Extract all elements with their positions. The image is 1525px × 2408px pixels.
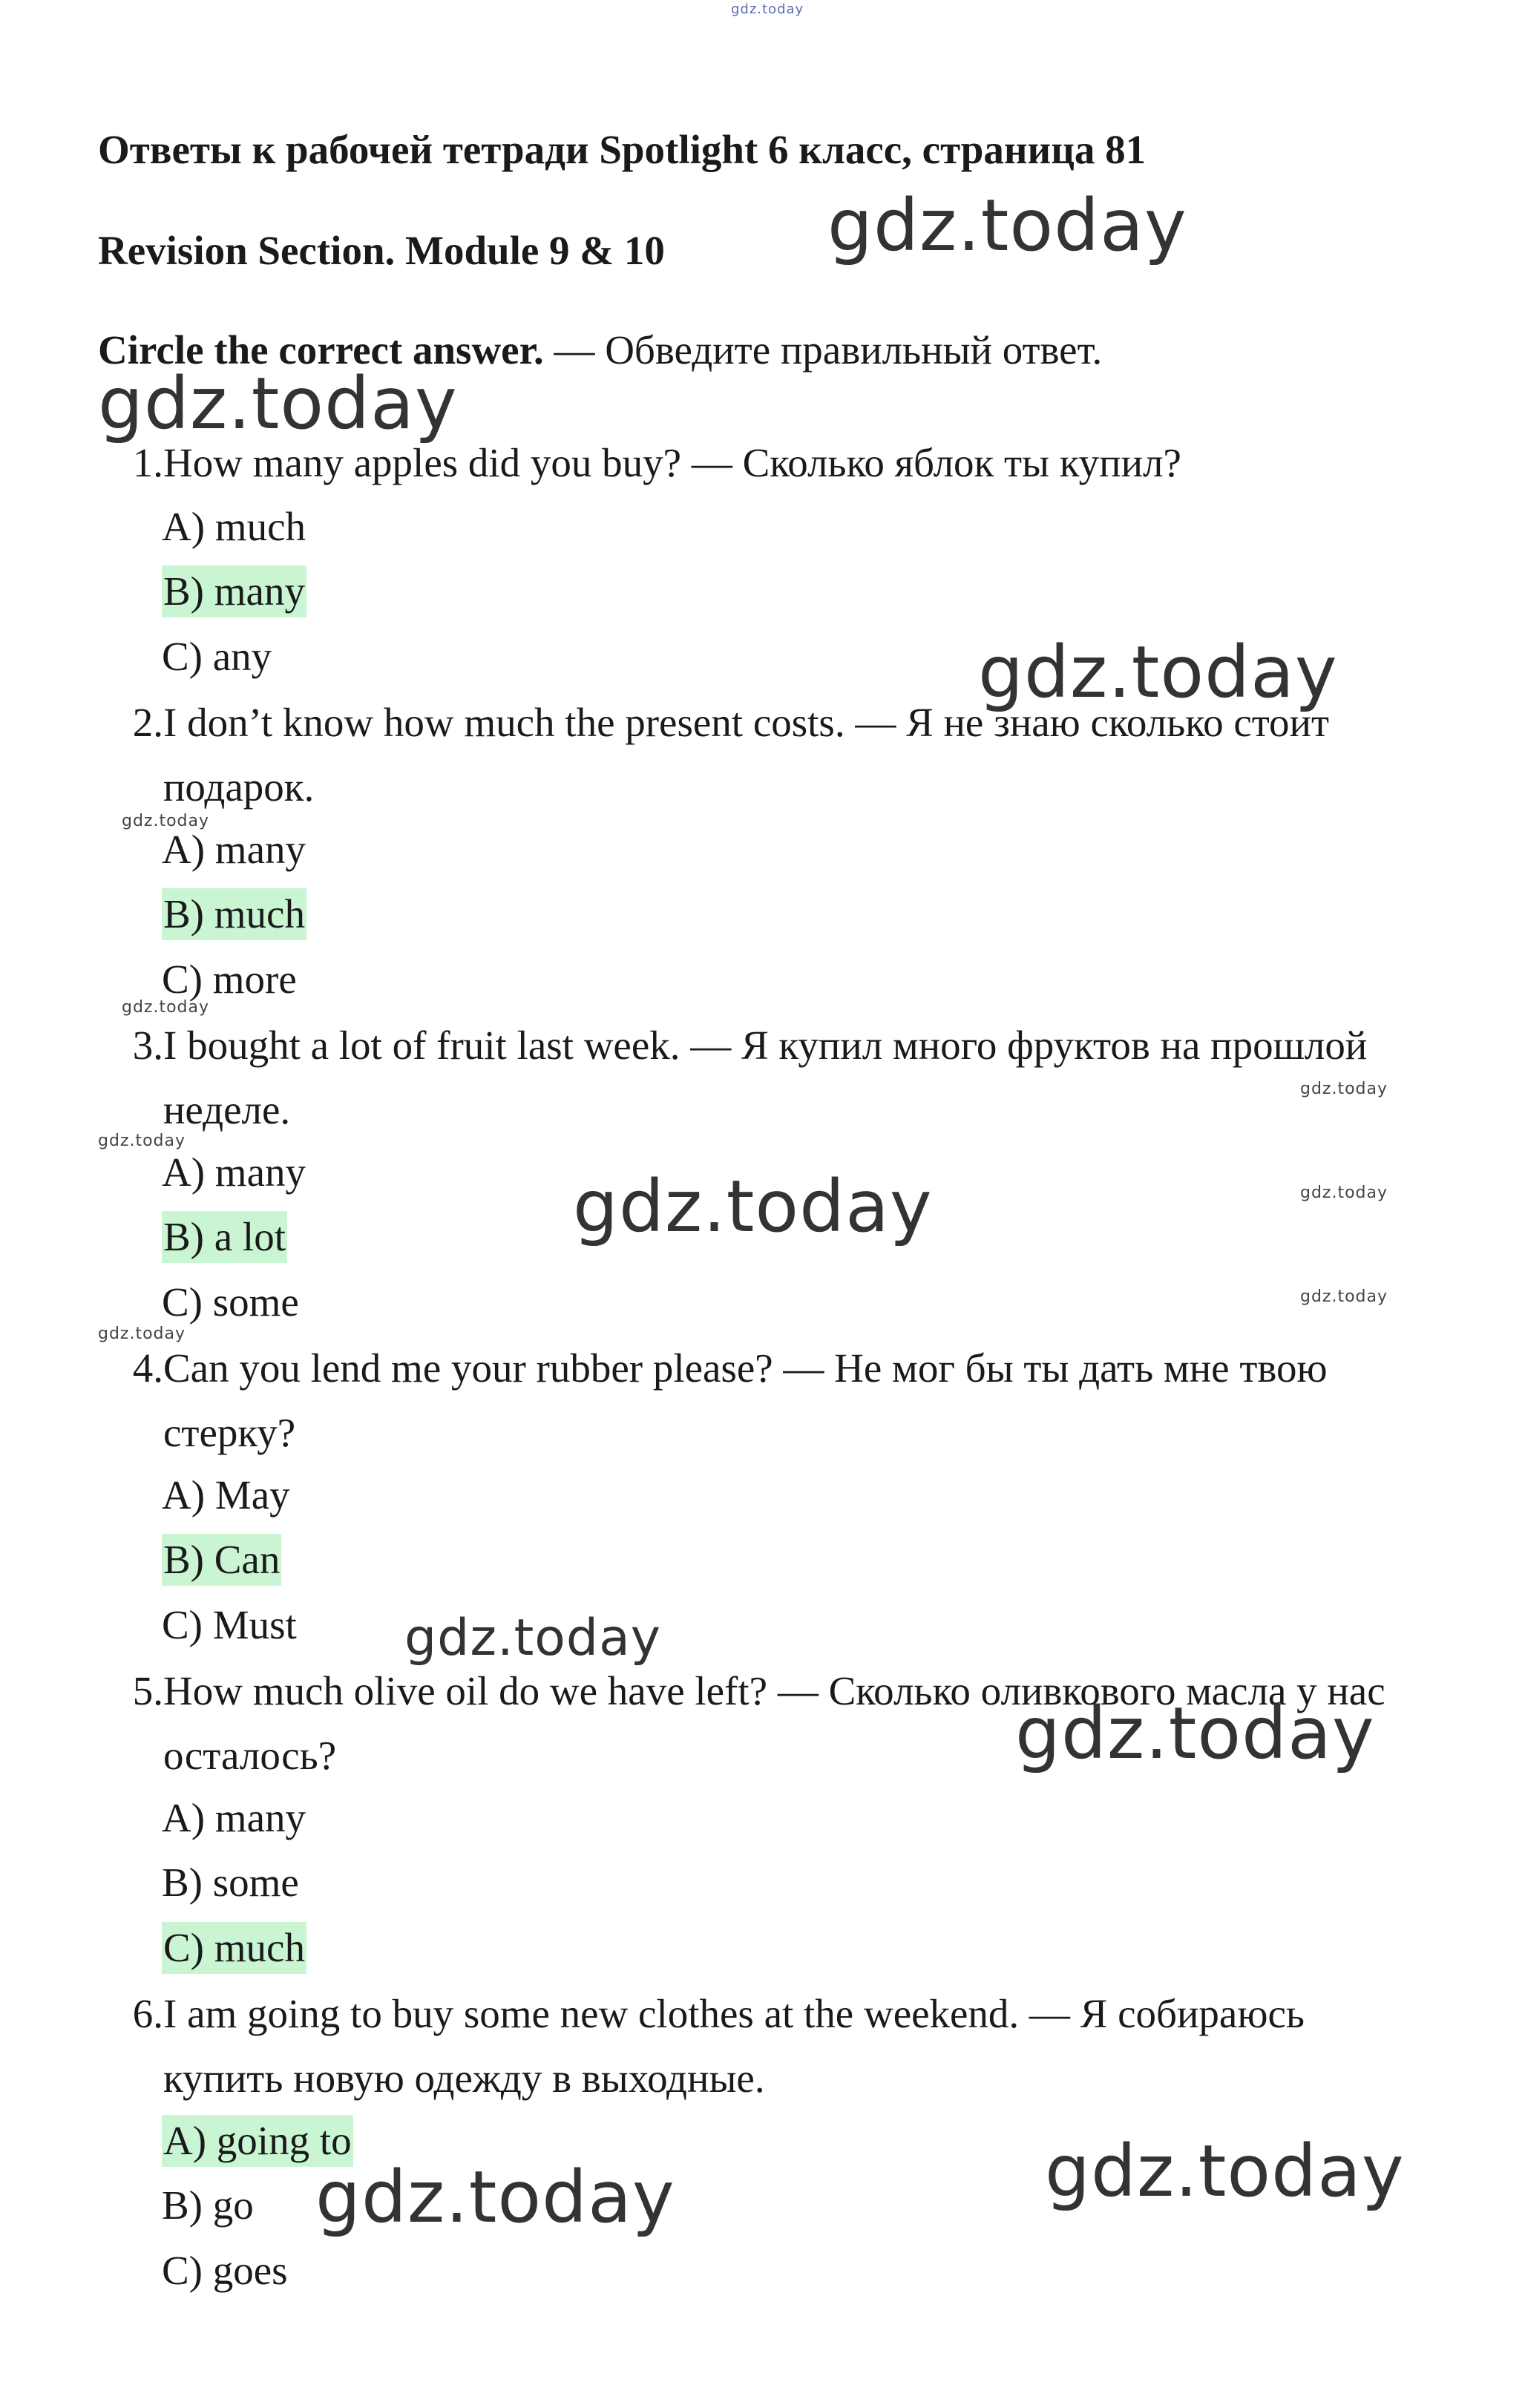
option-3a[interactable]: A) many [162, 1149, 306, 1195]
question-text: I bought a lot of fruit last week. — Я купил много фруктов на прошлой неделе. [163, 1023, 1368, 1132]
watermark: gdz.today [404, 1609, 661, 1667]
question-number: 4. [132, 1345, 163, 1391]
question-6 [98, 1981, 1419, 2110]
question-text: Can you lend me your rubber please? — Не мог бы ты дать мне твою стерку? [163, 1345, 1328, 1455]
option-1c[interactable]: C) any [162, 634, 272, 679]
option-4b-correct[interactable]: B) Can [162, 1534, 281, 1586]
option-6b[interactable]: B) go [162, 2182, 254, 2228]
watermark: gdz.today [978, 631, 1338, 714]
option-4c[interactable]: C) Must [162, 1602, 297, 1647]
question-number: 2. [132, 700, 163, 745]
option-1b-correct[interactable]: B) many [162, 565, 306, 617]
option-4a[interactable]: A) May [162, 1472, 290, 1518]
option-3c[interactable]: C) some [162, 1279, 299, 1325]
question-number: 6. [132, 1991, 163, 2036]
option-2c[interactable]: C) more [162, 957, 297, 1002]
watermark-top: gdz.today [731, 1, 804, 17]
watermark: gdz.today [1300, 1287, 1388, 1306]
question-text: How much olive oil do we have left? — Сколько оливкового масла у нас осталось? [163, 1668, 1385, 1778]
watermark: gdz.today [1300, 1080, 1388, 1098]
question-number: 1. [132, 440, 163, 485]
option-5a[interactable]: A) many [162, 1795, 306, 1840]
watermark: gdz.today [315, 2156, 675, 2239]
question-text: How many apples did you buy? — Сколько яблок ты купил? [163, 440, 1181, 485]
watermark: gdz.today [573, 1165, 933, 1248]
watermark: gdz.today [1300, 1184, 1388, 1202]
option-6a-correct[interactable]: A) going to [162, 2115, 353, 2167]
option-5c-correct[interactable]: C) much [162, 1922, 306, 1974]
option-2b-correct[interactable]: B) much [162, 888, 306, 940]
option-1a[interactable]: A) much [162, 504, 306, 549]
watermark: gdz.today [122, 812, 210, 830]
question-number: 5. [132, 1668, 163, 1713]
option-6c[interactable]: C) goes [162, 2248, 288, 2293]
watermark: gdz.today [122, 998, 210, 1017]
watermark: gdz.today [1045, 2130, 1405, 2213]
option-3b-correct[interactable]: B) a lot [162, 1211, 287, 1263]
option-5b[interactable]: B) some [162, 1860, 299, 1905]
watermark: gdz.today [827, 184, 1187, 267]
page-title: Ответы к рабочей тетради Spotlight 6 класс, страница 81 [98, 127, 1147, 172]
question-3 [98, 1013, 1419, 1142]
option-2a[interactable]: A) many [162, 827, 306, 872]
question-text: I am going to buy some new clothes at the weekend. — Я собираюсь купить новую одежду в выходные. [163, 1991, 1305, 2101]
instruction-bold: Circle the correct answer. [98, 327, 544, 373]
watermark: gdz.today [1015, 1692, 1375, 1775]
question-number: 3. [132, 1023, 163, 1068]
section-subtitle: Revision Section. Module 9 & 10 [98, 228, 665, 273]
watermark: gdz.today [98, 1325, 186, 1343]
instruction-translation: — Обведите правильный ответ. [543, 327, 1103, 373]
question-4 [98, 1336, 1419, 1465]
watermark: gdz.today [98, 362, 458, 445]
question-text: I don’t know how much the present costs. — Я не знаю сколько стоит подарок. [163, 700, 1330, 810]
watermark: gdz.today [98, 1132, 186, 1150]
